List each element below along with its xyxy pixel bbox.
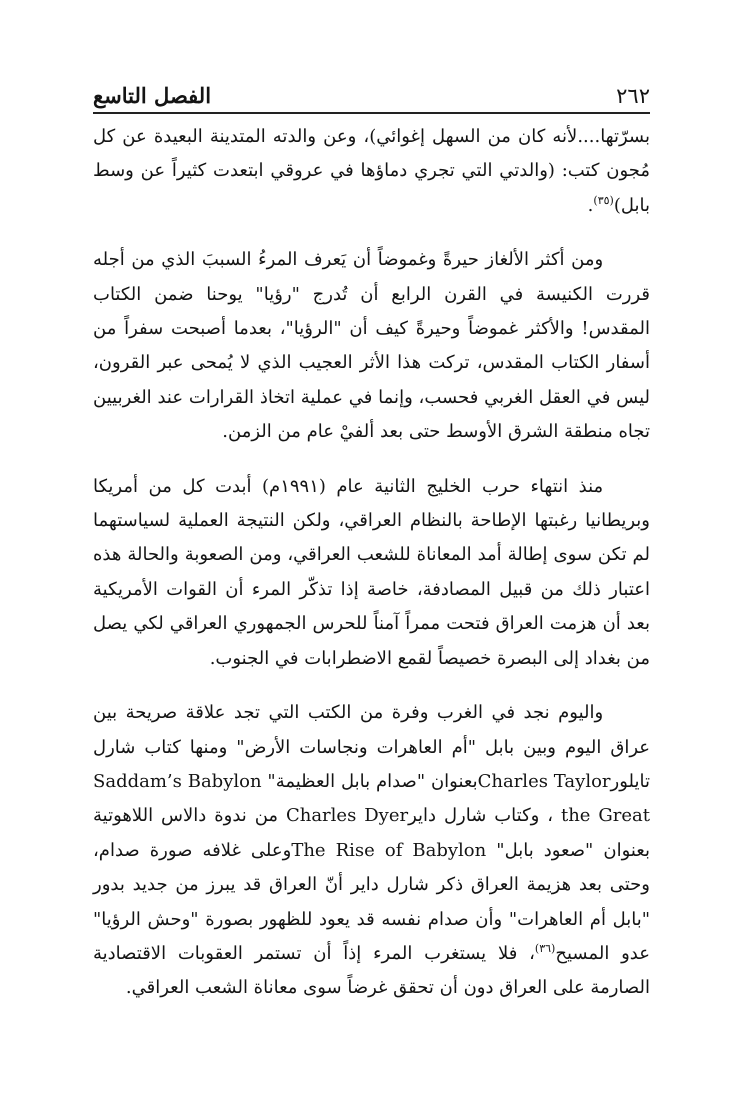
paragraph-3: منذ انتهاء حرب الخليج الثانية عام (١٩٩١م) أبدت كل من أمريكا وبريطانيا رغبتها الإطاحة بالنظام العراقي، ولكن النتيجة العملية لسياستهما لم تكن سوى إطالة أمد المعاناة للشعب العراقي، ومن الصعوبة والحالة هذه اعتبار ذلك من قبيل المصادفة، خاصة إذا تذكّر المرء أن القوات الأمريكية بعد أن هزمت العراق فتحت ممراً آمناً للحرس الجمهوري العراقي لكي يصل من بغداد إلى البصرة خصيصاً لقمع الاضطرابات في الجنوب.: [93, 475, 651, 669]
page-body: [93, 120, 650, 1026]
footnote-ref-35: (٣٥): [593, 193, 614, 207]
header-rule: [93, 112, 650, 114]
paragraph-4: واليوم نجد في الغرب وفرة من الكتب التي تجد علاقة صريحة بين عراق اليوم وبين بابل "أم العاهرات ونجاسات الأرض" ومنها كتاب شارل تايلور‏Charles Taylor‏بعنوان "صدام بابل العظيمة" ‏Saddam’s Babylon the Great‏ ، وكتاب شارل داير‏Charles Dyer‏ من ندوة دالاس اللاهوتية بعنوان "صعود بابل" ‏The Rise of Babylon‏وعلى غلافه صورة صدام، وحتى بعد هزيمة العراق ذكر شارل داير أنّ العراق قد يبرز من جديد بدور "بابل أم العاهرات" وأن صدام نفسه قد يعود للظهور بصورة "وحش الرؤيا" عدو المسيح$^{(٣٦)}$، فلا يستغرب المرء إذاً أن تستمر العقوبات الاقتصادية الصارمة على العراق دون أن تحقق غرضاً سوى معاناة الشعب العراقي.: [93, 702, 650, 999]
chapter-title: الفصل التاسع: [93, 83, 212, 108]
paragraph-1: بسرّتها....لأنه كان من السهل إغوائي)، وعن والدته المتدينة البعيدة عن كل مُجون كتب: (والدتي التي تجري دماؤها في عروقي ابتعدت كثيراً عن وسط بابل)$^{(٣٥)}$.: [93, 126, 650, 216]
page-number: ٢٦٢: [616, 84, 650, 108]
footnote-ref-36: (٣٦): [534, 941, 556, 955]
running-header: [93, 78, 650, 108]
paragraph-2: ومن أكثر الألغاز حيرةً وغموضاً أن يَعرف المرءُ السببَ الذي من أجله قررت الكنيسة في القرن الرابع أن تُدرج "رؤيا" يوحنا ضمن الكتاب المقدس! والأكثر غموضاً وحيرةً كيف أن "الرؤيا"، بعدما أصبحت سفراً من أسفار الكتاب المقدس، تركت هذا الأثر العجيب الذي لا يُمحى عبر القرون، ليس في العقل الغربي فحسب، وإنما في عملية اتخاذ القرارات عند الغربيين تجاه منطقة الشرق الأوسط حتى بعد ألفيْ عام من الزمن.: [93, 249, 650, 443]
